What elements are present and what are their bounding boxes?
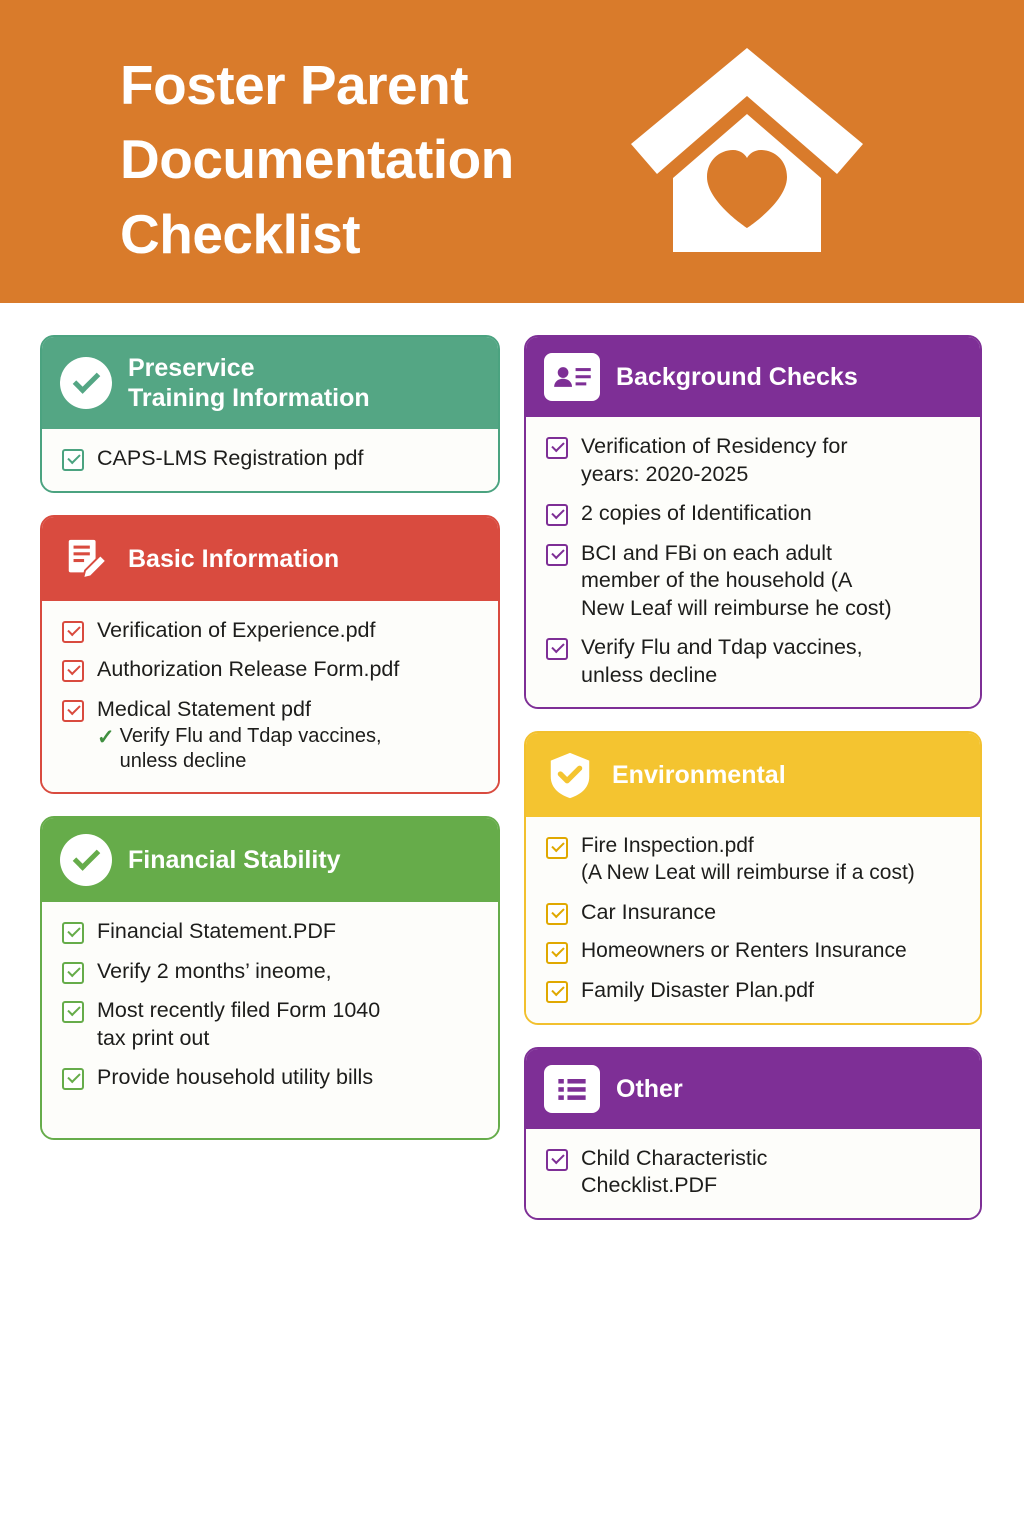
list-item-label: Medical Statement pdf	[97, 696, 311, 721]
card-environmental	[524, 731, 982, 1025]
check-icon: ✓	[97, 726, 115, 750]
shield-check-icon	[544, 749, 596, 801]
card-header	[42, 517, 498, 601]
id-card-icon	[544, 353, 600, 401]
form-pencil-icon	[60, 533, 112, 585]
list-item-label: Verify Flu and Tdap vaccines, unless decline	[581, 635, 863, 687]
circle-check-icon	[60, 834, 112, 886]
list-item-label: Homeowners or Renters Insurance	[581, 939, 907, 963]
card-body	[42, 429, 498, 491]
checkbox-icon[interactable]	[546, 504, 568, 526]
list-item-label: Car Insurance	[581, 899, 717, 924]
list-item[interactable]	[62, 445, 478, 473]
list-item[interactable]	[62, 1064, 478, 1092]
checkbox-icon[interactable]	[62, 1068, 84, 1090]
list-item-label: Provide household utility bills	[97, 1065, 374, 1090]
house-with-heart-icon	[625, 40, 870, 260]
list-item-label: Family Disaster Plan.pdf	[581, 978, 814, 1003]
card-body	[526, 417, 980, 707]
checkbox-icon[interactable]	[62, 700, 84, 722]
card-header	[42, 818, 498, 902]
checkbox-icon[interactable]	[62, 449, 84, 471]
card-title: Other	[616, 1074, 683, 1103]
list-item[interactable]	[546, 977, 960, 1005]
list-item[interactable]	[62, 617, 478, 645]
list-item[interactable]	[62, 918, 478, 946]
checkbox-icon[interactable]	[546, 544, 568, 566]
page-title: Foster Parent Documentation Checklist	[120, 54, 514, 265]
list-item[interactable]	[62, 696, 478, 775]
card-financial-stability	[40, 816, 500, 1140]
card-body	[526, 1129, 980, 1218]
card-header	[42, 337, 498, 429]
list-item[interactable]	[62, 958, 478, 986]
checkbox-icon[interactable]	[546, 903, 568, 925]
card-other	[524, 1047, 982, 1220]
card-preservice-training-information	[40, 335, 500, 493]
card-header	[526, 1049, 980, 1129]
checkbox-icon[interactable]	[62, 1001, 84, 1023]
list-item-label: Child Characteristic Checklist.PDF	[581, 1145, 768, 1198]
list-item-note	[97, 724, 382, 774]
card-header	[526, 733, 980, 817]
list-item[interactable]	[546, 899, 960, 927]
list-item-label: Authorization Release Form.pdf	[97, 657, 400, 682]
list-item[interactable]	[546, 540, 960, 623]
list-item-label: Financial Statement.PDF	[97, 919, 336, 944]
card-title: Financial Stability	[128, 846, 341, 875]
list-item-label: Verification of Residency for years: 2020-2025	[581, 434, 848, 486]
list-item[interactable]	[546, 833, 960, 887]
checkbox-icon[interactable]	[546, 437, 568, 459]
list-item[interactable]	[546, 433, 960, 488]
list-item-note-label: Verify Flu and Tdap vaccines, unless decline	[119, 725, 382, 773]
card-body	[526, 817, 980, 1023]
card-body	[42, 601, 498, 793]
checkbox-icon[interactable]	[546, 638, 568, 660]
list-item-label: Fire Inspection.pdf (A New Leat will reimburse if a cost)	[581, 834, 915, 884]
card-title: Basic Information	[128, 544, 340, 573]
checkbox-icon[interactable]	[546, 981, 568, 1003]
card-basic-information	[40, 515, 500, 795]
list-item-label: Verification of Experience.pdf	[97, 617, 376, 642]
list-icon	[544, 1065, 600, 1113]
list-item[interactable]	[546, 634, 960, 689]
checkbox-icon[interactable]	[62, 621, 84, 643]
list-item[interactable]	[546, 1145, 960, 1200]
card-title: Environmental	[612, 761, 786, 790]
checkbox-icon[interactable]	[62, 922, 84, 944]
checkbox-icon[interactable]	[546, 942, 568, 964]
list-item-label: 2 copies of Identification	[581, 501, 812, 526]
right-column	[524, 335, 982, 1242]
left-column	[40, 335, 500, 1162]
checkbox-icon[interactable]	[62, 660, 84, 682]
checkbox-icon[interactable]	[546, 1149, 568, 1171]
list-item[interactable]	[546, 500, 960, 528]
card-body	[42, 902, 498, 1138]
page-header	[0, 0, 1024, 303]
checkbox-icon[interactable]	[62, 962, 84, 984]
list-item[interactable]	[62, 997, 478, 1052]
card-title: Background Checks	[616, 363, 858, 391]
list-item-label: CAPS-LMS Registration pdf	[97, 446, 364, 470]
list-item[interactable]	[62, 656, 478, 684]
card-background-checks	[524, 335, 982, 709]
card-title: Preservice Training Information	[128, 354, 370, 412]
card-header	[526, 337, 980, 417]
list-item-label: Most recently filed Form 1040 tax print out	[97, 998, 381, 1050]
checkbox-icon[interactable]	[546, 837, 568, 859]
list-item[interactable]	[546, 938, 960, 965]
circle-check-icon	[60, 357, 112, 409]
list-item-label: Verify 2 months’ ineome,	[97, 958, 332, 983]
list-item-label: BCI and FBi on each adult member of the household (A New Leaf will reimburse he cost)	[581, 540, 892, 620]
